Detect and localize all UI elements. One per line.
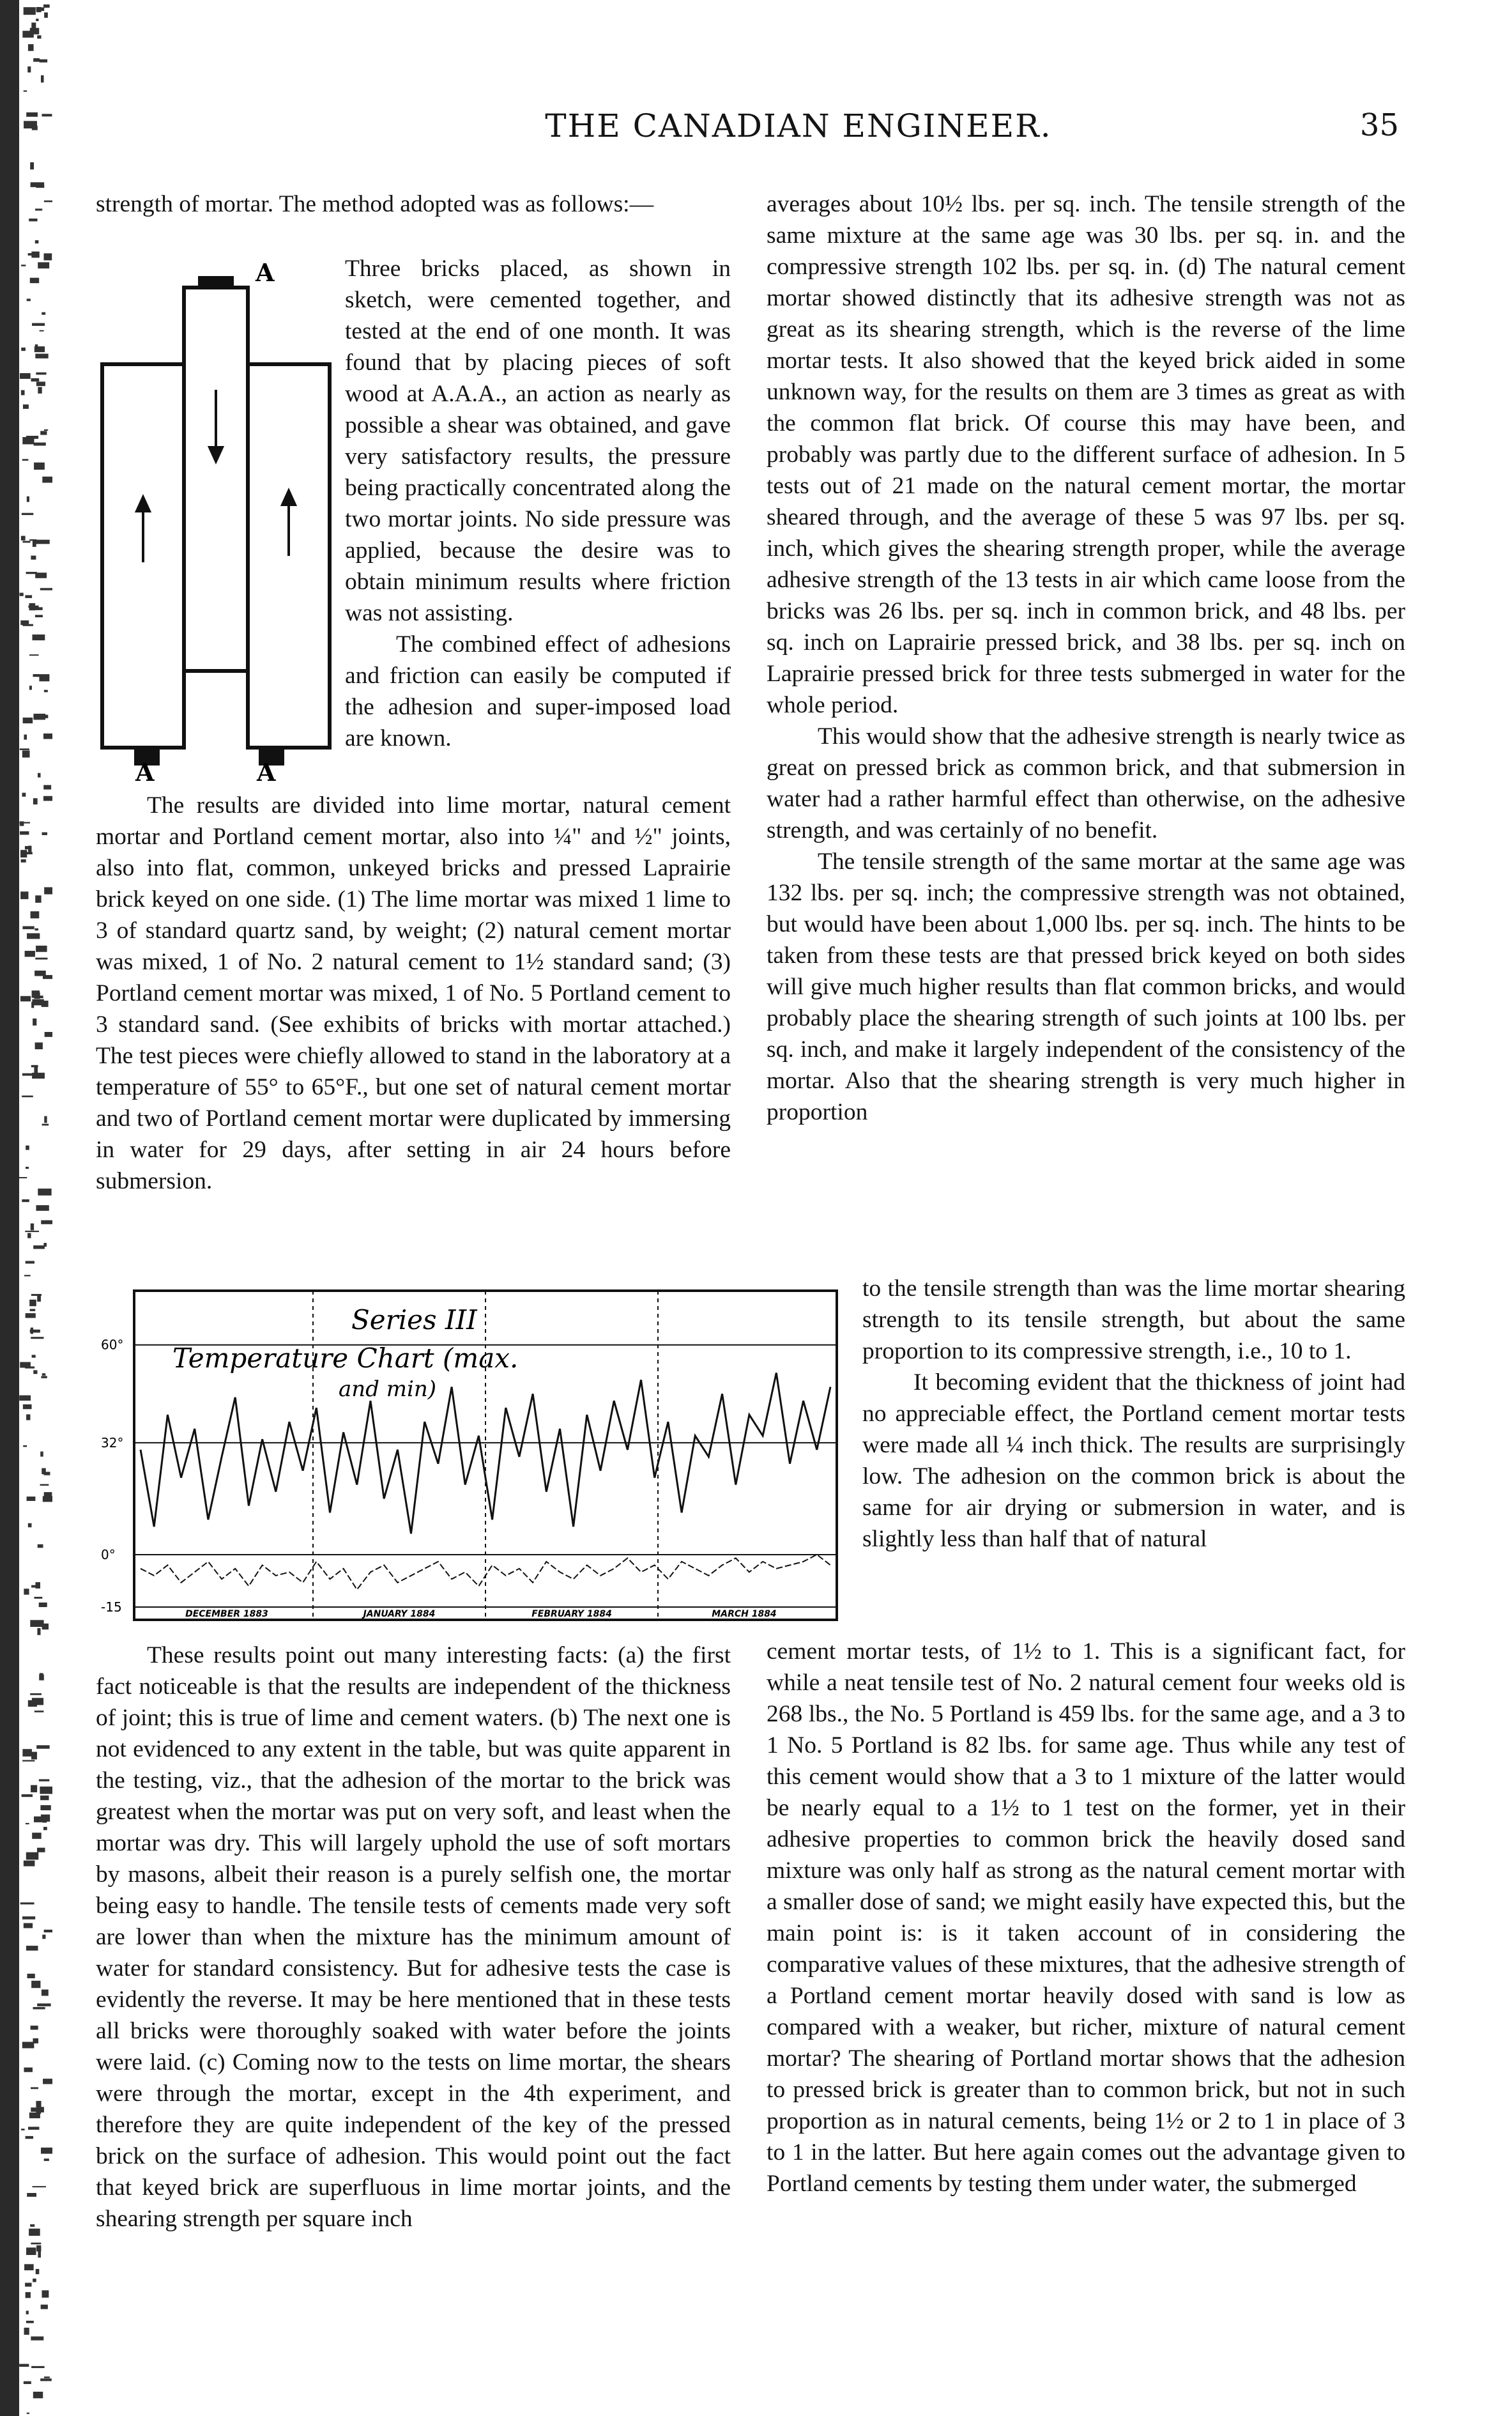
right-paragraph-3: The tensile strength of the same mortar at the same age was 132 lbs. per sq. inch; the compressive strength was not obtained, but would have been about 1,000 lbs. per sq. inch. The hints to be taken from these tests are that pressed brick keyed on both sides will give much higher results than flat common bricks, and would probably place the shearing strength of such joints at 100 lbs. per sq. inch, and make it largely independent of the consistency of the mortar. Also that the shearing strength is very much higher in proportion <box>767 849 1405 1125</box>
scan-speck <box>26 2247 36 2255</box>
scan-speck <box>31 911 40 918</box>
scan-speck <box>37 1628 40 1635</box>
scan-speck <box>39 674 49 681</box>
scan-speck <box>33 540 36 547</box>
scan-speck <box>31 2243 41 2245</box>
left-column-facts <box>96 1640 731 2235</box>
brick-shear-test-sketch <box>96 262 351 786</box>
page-header <box>96 107 1399 158</box>
chart-y-ticks <box>101 1337 123 1615</box>
scan-speck <box>22 1749 32 1757</box>
scan-speck <box>31 2026 38 2029</box>
scan-edge-artifact <box>0 0 52 2416</box>
scan-speck <box>33 58 40 62</box>
scan-speck <box>21 348 26 351</box>
scan-speck <box>42 1624 49 1629</box>
chart-title-sub: and min) <box>339 1376 437 1402</box>
scan-speck <box>27 1233 31 1238</box>
scan-speck <box>35 240 39 243</box>
scan-speck <box>20 593 24 596</box>
scan-speck <box>35 958 47 960</box>
scan-speck <box>31 252 39 258</box>
scan-speck <box>43 734 52 739</box>
scan-speck <box>35 573 47 578</box>
scan-speck <box>24 1275 31 1276</box>
scan-speck <box>33 714 45 720</box>
scan-speck <box>40 1805 50 1810</box>
scan-speck <box>26 2136 33 2139</box>
scan-speck <box>36 1205 49 1211</box>
scan-speck <box>41 75 44 82</box>
scan-speck <box>36 373 46 375</box>
scan-speck <box>20 373 31 379</box>
scan-speck <box>26 1823 29 1824</box>
scan-speck <box>23 404 29 409</box>
scan-speck <box>41 1220 52 1224</box>
scan-speck <box>20 1362 31 1368</box>
scan-speck <box>22 541 30 542</box>
scan-speck <box>34 928 38 930</box>
left-up-arrow-head <box>137 497 149 511</box>
chart-month-labels <box>185 1609 777 1619</box>
scan-speck <box>36 540 50 544</box>
right-paragraph-4-rest: cement mortar tests, of 1½ to 1. This is a significant fact, for while a neat tensile test of No. 2 natural cement four weeks old is 268 lbs., the No. 5 Portland is 459 lbs. for the same age, and a 3 to 1 No. 5 Portland is 82 lbs. for same age. Thus while any test of this cement would show that a 3 to 1 mixture of the latter would be nearly equal to a 1½ to 1 test on the former, yet in their adhesive properties to common brick the heavily dosed sand mixture was only half as strong as the natural cement mortar with a smaller dose of sand; we might easily have expected this, but the main point is: is it taken account of in considering the comparative values of these mixtures, that the adhesive strength of a Portland cement mortar heavily dosed with sand is low as compared with a weaker, but richer, mixture of natural cement mortar? The shearing of Portland mortar shows that the adhesion to pressed brick is greater than to common brick, but not in such proportion as in natural cements, being 1½ or 2 to 1 in place of 3 to 1 in the latter. But here again comes out the advantage given to Portland cements by testing them under water, the submerged <box>767 1638 1405 2197</box>
scan-speck <box>35 354 48 358</box>
scan-speck <box>33 2007 45 2009</box>
scan-speck <box>36 7 45 11</box>
scan-speck <box>33 2279 36 2282</box>
scan-speck <box>23 624 33 626</box>
scan-speck <box>22 926 34 929</box>
scan-speck <box>27 1497 36 1501</box>
scan-speck <box>26 1946 38 1951</box>
scan-speck <box>27 933 40 939</box>
scan-speck <box>32 1073 45 1079</box>
scan-speck <box>22 1095 33 1097</box>
label-a-left: A <box>135 758 155 786</box>
scan-speck <box>26 1414 30 1420</box>
intro-text: strength of mortar. The method adopted was as follows:— <box>96 191 654 217</box>
scan-speck <box>31 1328 33 1334</box>
scan-speck <box>22 1916 35 1920</box>
scan-speck <box>23 1445 27 1447</box>
scan-speck <box>24 1589 29 1594</box>
scan-speck <box>38 262 49 268</box>
scan-speck <box>32 635 45 640</box>
sketch-wrap-text <box>345 253 731 754</box>
chart-y-tick-label: 60° <box>101 1337 124 1353</box>
scan-speck <box>24 2068 32 2072</box>
scan-speck <box>42 1990 49 1996</box>
scan-speck <box>30 1309 35 1311</box>
scan-speck <box>38 387 42 394</box>
scan-speck <box>34 463 45 470</box>
page-number: 35 <box>1359 107 1399 143</box>
scan-speck <box>32 1833 41 1839</box>
scan-speck <box>26 1261 34 1263</box>
chart-y-tick-label: 32° <box>101 1435 124 1450</box>
scan-speck <box>28 606 33 608</box>
scan-speck <box>30 1620 43 1627</box>
center-brick <box>184 288 248 671</box>
down-arrow-head <box>210 447 222 461</box>
scan-speck <box>24 1861 35 1866</box>
scan-speck <box>20 891 28 899</box>
journal-title: THE CANADIAN ENGINEER. <box>545 107 1052 144</box>
scan-speck <box>44 887 52 894</box>
scan-speck <box>42 477 52 483</box>
scan-speck <box>29 1300 36 1306</box>
scan-speck <box>40 588 52 590</box>
scan-speck <box>22 513 33 515</box>
scan-speck <box>21 859 26 863</box>
scan-speck <box>26 1852 38 1860</box>
right-column-chart-wrap <box>862 1273 1405 1555</box>
scan-speck <box>40 1673 43 1679</box>
label-a-right: A <box>257 758 276 786</box>
scan-speck <box>27 496 29 502</box>
scan-speck <box>24 2264 34 2270</box>
scan-speck <box>22 1760 34 1761</box>
left-column-results <box>96 790 731 1197</box>
scan-speck <box>40 1484 49 1486</box>
scan-speck <box>19 2364 29 2366</box>
scan-speck <box>19 1396 31 1401</box>
scan-speck <box>26 1313 36 1318</box>
scan-speck <box>44 2376 50 2378</box>
scan-speck <box>20 1902 34 1904</box>
combined-effect-paragraph: The combined effect of adhesions and friction can easily be computed if the adhesion and super-imposed load are known. <box>345 631 731 751</box>
chart-month-label: DECEMBER 1883 <box>185 1609 268 1619</box>
scan-speck <box>43 2079 52 2084</box>
scan-speck <box>33 1245 45 1249</box>
scan-speck <box>28 1700 37 1707</box>
scan-speck <box>26 2321 34 2323</box>
scan-speck <box>40 1796 49 1800</box>
scan-speck <box>24 735 27 740</box>
scan-speck <box>22 437 34 444</box>
scan-speck <box>32 126 38 130</box>
scan-speck <box>26 1167 29 1169</box>
scan-speck <box>20 831 29 835</box>
scan-speck <box>44 2158 49 2161</box>
scan-speck <box>35 209 42 211</box>
scan-speck <box>25 846 30 849</box>
scan-speck <box>43 4 50 8</box>
scan-speck <box>36 2101 41 2107</box>
chart-month-label: JANUARY 1884 <box>363 1609 436 1619</box>
scan-speck <box>42 1468 46 1475</box>
chart-title-series: Series III <box>351 1304 477 1335</box>
scan-speck <box>30 2224 34 2227</box>
scan-speck <box>44 1116 47 1123</box>
scan-speck <box>26 1146 29 1150</box>
scan-speck <box>22 793 26 797</box>
results-paragraph: The results are divided into lime mortar, natural cement mortar and Portland cement mortar, also into ¼" and ½" joints, also into flat, common, unkeyed bricks and pressed Laprairie brick keyed on one side. (1) The lime mortar was mixed 1 lime to 3 of standard quartz sand, by weight; (2) natural cement mortar was mixed, 1 of No. 2 natural cement to 1½ standard sand; (3) Portland cement mortar was mixed, 1 of No. 5 Portland cement to 3 standard sand. (See exhibits of bricks with mortar attached.) The test pieces were chiefly allowed to stand in the laboratory at a temperature of 55° to 65°F., but one set of natural cement mortar and two of Portland cement mortar were duplicated by immersing in water for 29 days, after setting in air 24 hours before submersion. <box>96 792 731 1194</box>
scan-edge-noise <box>19 4 52 2414</box>
scan-speck <box>28 2127 39 2130</box>
scan-speck <box>31 1785 37 1792</box>
scan-speck <box>37 1848 45 1852</box>
scan-speck <box>29 219 37 221</box>
wood-piece-top <box>198 276 234 289</box>
chart-month-label: FEBRUARY 1884 <box>531 1609 612 1619</box>
scan-speck <box>29 686 32 690</box>
scan-speck <box>39 1779 49 1781</box>
scan-speck <box>40 1452 43 1457</box>
scan-speck <box>31 182 45 187</box>
right-paragraph-1: averages about 10½ lbs. per sq. inch. The tensile strength of the same mixture at the same age was 30 lbs. per sq. in. and the compressive strength 102 lbs. per sq. in. (d) The natural cement mortar showed distinctly that its adhesive strength was not as great as its shearing strength, which is the reverse of the lime mortar tests. It also showed that the keyed brick aided in some unknown way, for the results on them are 3 times as great as with the common flat brick. Of course this may have been, and probably was partly due to the different surface of adhesion. In 5 tests out of 21 made on the natural cement mortar, the mortar sheared through, and the average of these 5 was 97 lbs. per sq. inch, which gives the shearing strength proper, while the average adhesive strength of the 13 tests in air which came loose from the bricks was 26 lbs. per sq. inch in common brick, and 48 lbs. per sq. inch on Laprairie pressed brick, and 38 lbs. per sq. inch on Laprairie pressed brick for three tests submerged in water for the whole period. <box>767 191 1405 718</box>
scan-speck <box>36 946 47 952</box>
scan-speck <box>24 2328 29 2335</box>
scan-speck <box>44 1930 52 1932</box>
scan-speck <box>40 996 43 998</box>
right-paragraph-4-wrap: It becoming evident that the thickness of joint had no appreciable effect, the Portland cement mortar tests were made all ¼ inch thick. The results are surprisingly low. The adhesion on the common brick is about the same for air drying or submersion in water, and is slightly less than half that of natural <box>862 1369 1405 1552</box>
scan-speck <box>22 751 30 758</box>
scan-speck <box>36 19 38 21</box>
scan-speck <box>31 1585 40 1588</box>
scan-speck <box>30 1693 42 1695</box>
scan-speck <box>23 1404 32 1409</box>
scan-speck <box>31 556 36 560</box>
scan-speck <box>31 1981 40 1988</box>
scan-speck <box>28 1523 32 1527</box>
scan-speck <box>42 114 52 116</box>
scan-speck <box>33 2186 46 2187</box>
scan-speck <box>32 999 43 1006</box>
scan-speck <box>27 1974 34 1978</box>
scan-speck <box>27 298 31 301</box>
scan-speck <box>25 951 35 957</box>
scan-speck <box>41 2148 52 2154</box>
scan-speck <box>21 390 25 396</box>
scan-speck <box>34 346 45 352</box>
scan-speck <box>44 1492 52 1498</box>
scan-speck <box>36 381 45 386</box>
chart-title-main: Temperature Chart (max. <box>172 1343 519 1374</box>
scan-speck <box>33 798 38 804</box>
scan-speck <box>42 1373 46 1376</box>
chart-y-tick-label: -15 <box>101 1599 122 1615</box>
scan-speck <box>45 1032 52 1037</box>
scan-speck <box>35 615 43 617</box>
scan-speck <box>31 1224 34 1231</box>
scan-speck <box>22 1199 29 1202</box>
scan-speck <box>34 1597 42 1599</box>
scan-speck <box>33 674 39 677</box>
scan-speck <box>37 1295 41 1302</box>
scan-speck <box>24 2381 31 2384</box>
scan-speck <box>36 2269 40 2274</box>
scan-speck <box>43 1827 47 1830</box>
right-up-arrow-head <box>282 491 295 505</box>
scan-speck <box>39 1603 47 1607</box>
scan-speck <box>27 2413 29 2414</box>
scan-speck <box>29 2229 40 2236</box>
scan-speck <box>44 690 48 693</box>
scan-speck <box>44 201 52 203</box>
scan-speck <box>38 773 41 778</box>
scan-speck <box>31 378 40 381</box>
scan-speck <box>20 821 24 826</box>
right-column-top <box>767 189 1405 1128</box>
scan-edge-dark <box>0 0 19 2416</box>
scan-speck <box>30 162 34 169</box>
scan-speck <box>34 1711 44 1712</box>
scan-speck <box>42 1820 47 1822</box>
scan-speck <box>40 59 47 63</box>
scan-speck <box>27 2193 36 2197</box>
scan-speck <box>42 2290 49 2297</box>
sketch-paragraph: Three bricks placed, as shown in sketch, were cemented together, and tested at the end of one month. It was found that by placing pieces of soft wood at A.A.A., an action as nearly as possible a shear was obtained, and gave very satisfactory results, the pressure being practically concentrated along the two mortar joints. No side pressure was applied, because the desire was to obtain minimum results where friction was not assisting. <box>345 256 731 626</box>
scan-speck <box>32 323 45 326</box>
scan-speck <box>29 654 39 656</box>
scan-speck <box>38 2251 41 2258</box>
scan-speck <box>35 1042 43 1049</box>
scan-speck <box>20 996 31 1001</box>
scan-speck <box>36 2245 41 2252</box>
scan-speck <box>40 431 47 435</box>
scan-speck <box>28 44 34 51</box>
scan-speck <box>43 253 52 260</box>
scan-speck <box>33 2038 38 2043</box>
right-column-bottom <box>767 1636 1405 2199</box>
scan-speck <box>38 1189 51 1196</box>
scan-speck <box>42 1935 45 1939</box>
scan-speck <box>42 312 45 315</box>
scan-speck <box>25 595 32 598</box>
scan-speck <box>26 2292 31 2298</box>
scan-speck <box>21 2128 24 2130</box>
scan-speck <box>32 990 40 997</box>
scan-speck <box>26 2311 29 2314</box>
scan-speck <box>37 35 41 38</box>
temperature-chart <box>96 1284 843 1633</box>
scan-speck <box>21 265 26 266</box>
scan-speck <box>22 459 29 461</box>
scan-speck <box>31 2336 43 2340</box>
scan-speck <box>37 2003 50 2006</box>
scan-speck <box>27 66 31 72</box>
left-column-intro <box>96 189 731 220</box>
chart-series-group <box>141 1373 830 1590</box>
scan-speck <box>40 1787 52 1794</box>
scan-speck <box>24 90 27 91</box>
scan-speck <box>31 2087 38 2089</box>
scan-speck <box>26 112 38 117</box>
scan-speck <box>33 2392 43 2398</box>
scan-speck <box>34 443 46 446</box>
scan-speck <box>33 1370 37 1374</box>
scan-speck <box>31 1065 38 1067</box>
scan-speck <box>38 1544 43 1548</box>
right-paragraph-2: This would show that the adhesive strength is nearly twice as great on pressed brick as common brick, and that submersion in water had a rather harmful effect than otherwise, on the adhesive strength, and was certainly of no benefit. <box>767 723 1405 843</box>
scan-speck <box>41 1376 47 1378</box>
scan-speck <box>42 1124 49 1126</box>
scan-speck <box>31 22 36 29</box>
scan-speck <box>31 1752 37 1760</box>
scan-speck <box>30 278 39 283</box>
scan-speck <box>43 785 51 790</box>
scan-speck <box>23 718 33 723</box>
scan-speck <box>35 895 41 902</box>
scan-speck <box>36 1745 49 1749</box>
scan-speck <box>44 12 48 17</box>
chart-month-label: MARCH 1884 <box>712 1609 777 1619</box>
scan-speck <box>24 7 36 15</box>
label-a-top: A <box>256 262 275 287</box>
scan-speck <box>19 1177 27 1178</box>
scan-speck <box>42 832 47 835</box>
scan-speck <box>26 852 33 854</box>
right-paragraph-3-wrap: to the tensile strength than was the lime mortar shearing strength to its tensile strength, but about the same proportion to its compressive strength, i.e., 10 to 1. <box>862 1275 1405 1364</box>
scan-speck <box>22 2042 34 2048</box>
facts-paragraph: These results point out many interesting facts: (a) the first fact noticeable is that the results are independent of the thickness of joint; this is true of lime and cement waters. (b) The next one is not evidenced to any extent in the table, but was quite apparent in the testing, viz., that the adhesion of the mortar to the brick was greatest when the mortar was put on very soft, and least when the mortar was dry. This will largely uphold the use of soft mortars by masons, albeit their reason is a purely selfish one, the mortar being easy to handle. The tensile tests of cements made very soft are lower than when the mixture has the minimum amount of water for standard consistency. But for adhesive tests the case is evidently the reverse. It may be here mentioned that in these tests all bricks were thoroughly soaked with water before the joints were laid. (c) Coming now to the tests on lime mortar, the shears were through the mortar, except in the 4th experiment, and therefore they are quite independent of the key of the pressed brick on the surface of adhesion. This would point out the fact that keyed brick are superfluous in lime mortar joints, and the shearing strength per square inch <box>96 1642 731 2232</box>
scan-speck <box>20 850 27 858</box>
scan-speck <box>40 2378 52 2381</box>
scan-speck <box>40 330 44 332</box>
scan-speck <box>41 2305 48 2309</box>
scan-speck <box>44 429 48 431</box>
scan-speck <box>20 748 29 750</box>
scan-speck <box>31 2366 44 2368</box>
scan-speck <box>25 1231 39 1232</box>
chart-y-tick-label: 0° <box>101 1546 116 1562</box>
scan-speck <box>21 536 26 541</box>
scan-speck <box>25 2283 31 2287</box>
scan-speck <box>32 1355 36 1357</box>
scan-speck <box>35 344 38 347</box>
scan-speck <box>43 975 52 979</box>
scan-speck <box>24 1923 33 1928</box>
scan-speck <box>36 2112 41 2114</box>
scan-speck <box>22 1794 33 1797</box>
scan-speck <box>33 1019 36 1026</box>
scan-speck <box>43 796 52 801</box>
scan-speck <box>31 1337 43 1339</box>
